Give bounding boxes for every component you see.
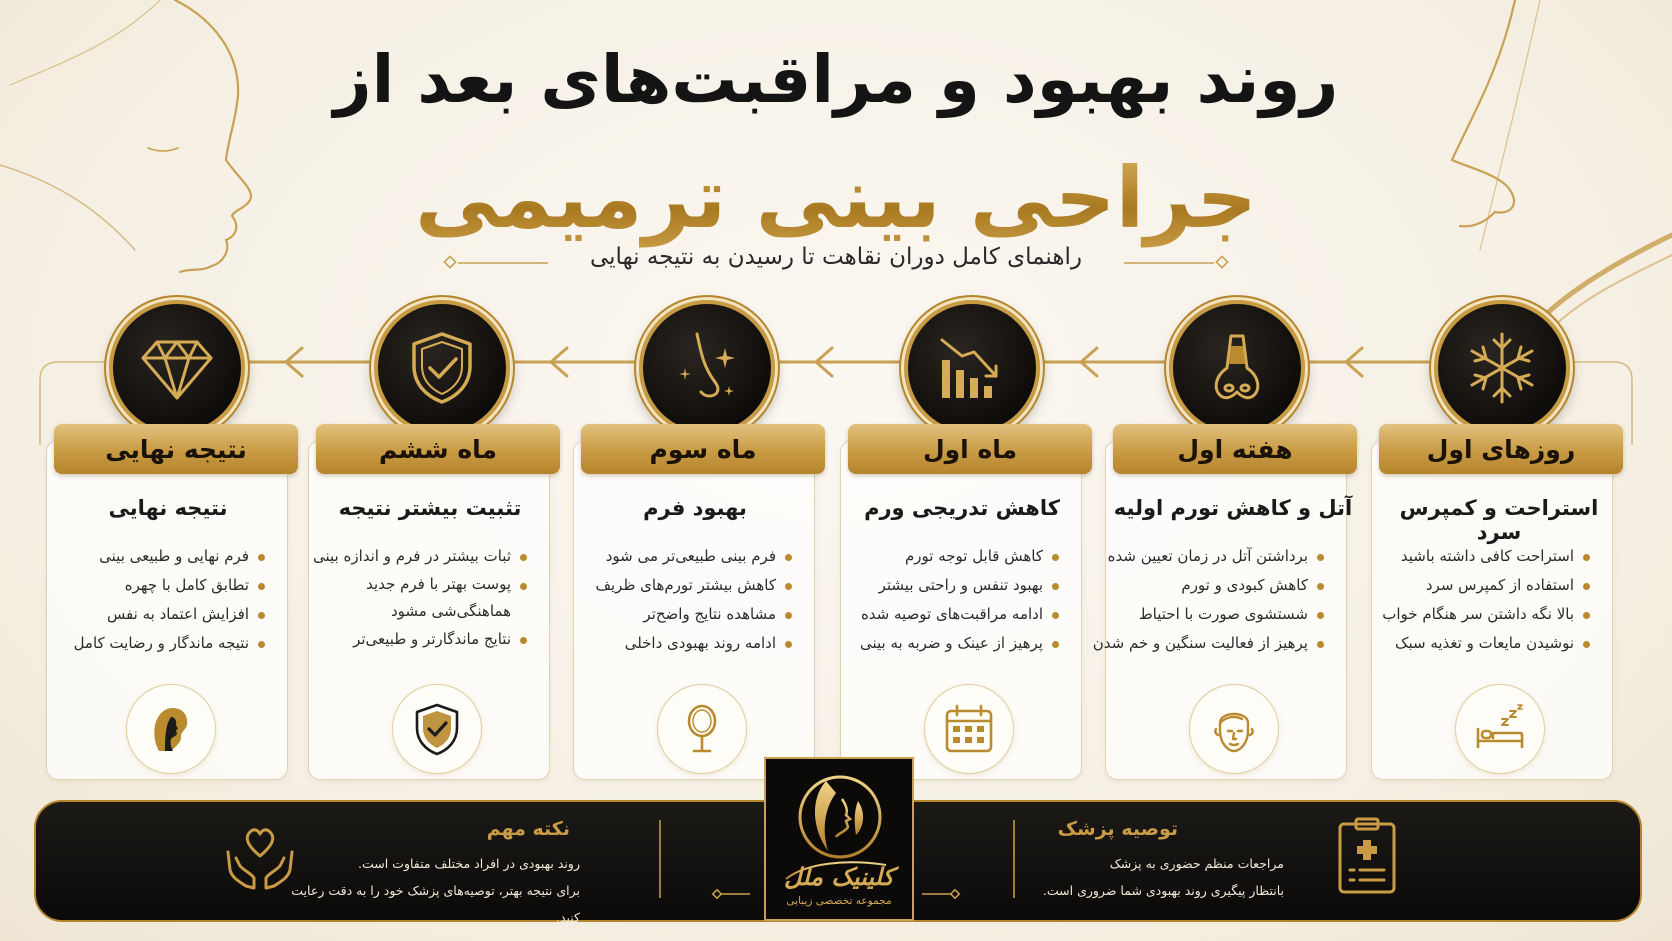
stage-3-list [845, 542, 1059, 658]
stage-2-list [1092, 542, 1324, 658]
clinic-logo [764, 757, 914, 921]
page-title-line1: روند بهبود و مراقبت‌های بعد از [333, 41, 1339, 118]
clipboard-icon [1336, 816, 1398, 896]
list-item: پرهیز از فعالیت سنگین و خم شدن [1110, 629, 1324, 658]
stage-6-list [51, 542, 265, 658]
list-item: نتایج ماندگارتر و طبیعی‌تر [313, 625, 527, 654]
heart-hands-icon [222, 816, 298, 896]
doctor-advice-text [1010, 850, 1284, 904]
stage-1-list [1376, 542, 1590, 658]
stage-2-nose-splint-icon [1169, 300, 1305, 436]
list-item: پوست بهتر با فرم جدید هماهنگی‌شی مشود [313, 571, 527, 625]
doctor-advice-line: مراجعات منظم حضوری به پزشک [1109, 856, 1284, 871]
list-item: ادامه مراقبت‌های توصیه شده [845, 600, 1059, 629]
list-item: مشاهده نتایج واضح‌تر [578, 600, 792, 629]
stage-6-label: نتیجه نهایی [54, 424, 298, 474]
stage-5-list [313, 542, 527, 654]
list-item: کاهش بیشتر تورم‌های ظریف [578, 571, 792, 600]
stage-3-label: ماه اول [848, 424, 1092, 474]
list-item: بهبود تنفس و راحتی بیشتر [845, 571, 1059, 600]
stage-5-title: تثبیت بیشتر نتیجه [338, 496, 522, 520]
list-item: برداشتن آتل در زمان تعیین شده [1110, 542, 1324, 571]
list-item: فرم بینی طبیعی‌تر می شود [578, 542, 792, 571]
list-item: افزایش اعتماد به نفس [51, 600, 265, 629]
doctor-advice-title: توصیه پزشک [1057, 818, 1178, 840]
shield-check-icon [392, 684, 482, 774]
list-item: ادامه روند بهبودی داخلی [578, 629, 792, 658]
important-note-line: روند بهبودی در افراد مختلف متفاوت است. [358, 856, 580, 871]
woman-profile-icon [126, 684, 216, 774]
stage-3-decreasing-chart-icon [904, 300, 1040, 436]
stage-6-diamond-icon [109, 300, 245, 436]
stage-4-list [578, 542, 792, 658]
face-bandage-icon [1189, 684, 1279, 774]
clinic-logo-name: کلینیک ملل [784, 863, 894, 891]
stage-1-title: استراحت و کمپرس سرد [1399, 496, 1599, 544]
hand-mirror-icon [657, 684, 747, 774]
stage-4-title: بهبود فرم [643, 496, 747, 520]
stage-5-shield-check-icon [374, 300, 510, 436]
list-item: بالا نگه داشتن سر هنگام خواب [1376, 600, 1590, 629]
list-item: پرهیز از عینک و ضربه به بینی [845, 629, 1059, 658]
page-subtitle: راهنمای کامل دوران نقاهت تا رسیدن به نتیجه نهایی [589, 244, 1083, 270]
important-note-line: برای نتیجه بهتر، توصیه‌های پزشک خود را به دقت رعایت کنید. [291, 883, 580, 925]
important-note-title: نکته مهم [486, 818, 570, 840]
sleeping-bed-icon [1455, 684, 1545, 774]
list-item: استراحت کافی داشته باشید [1376, 542, 1590, 571]
list-item: شستشوی صورت با احتیاط [1110, 600, 1324, 629]
doctor-advice-line: بانتظار پیگیری روند بهبودی شما ضروری است. [1042, 883, 1284, 898]
stage-6-title: نتیجه نهایی [108, 496, 228, 520]
list-item: کاهش کبودی و تورم [1110, 571, 1324, 600]
stage-1-label: روزهای اول [1379, 424, 1623, 474]
clinic-logo-tagline: مجموعه تخصصی زیبایی [786, 895, 892, 907]
list-item: نوشیدن مایعات و تغذیه سبک [1376, 629, 1590, 658]
stage-5-label: ماه ششم [316, 424, 560, 474]
list-item: تطابق کامل با چهره [51, 571, 265, 600]
list-item: استفاده از کمپرس سرد [1376, 571, 1590, 600]
page-title-line2: جراحی بینی ترمیمی [300, 148, 1372, 249]
stage-2-title: آتل و کاهش تورم اولیه [1113, 496, 1353, 520]
calendar-icon [924, 684, 1014, 774]
important-note-text [290, 850, 580, 931]
list-item: ثبات بیشتر در فرم و اندازه بینی [313, 542, 527, 571]
stage-3-title: کاهش تدریجی ورم [864, 496, 1060, 520]
face-profile-line-left [175, 0, 251, 272]
stage-2-label: هفته اول [1113, 424, 1357, 474]
stage-4-nose-sparkle-icon [639, 300, 775, 436]
nose-profile-line-right [1452, 0, 1515, 226]
stage-4-label: ماه سوم [581, 424, 825, 474]
list-item: فرم نهایی و طبیعی بینی [51, 542, 265, 571]
stage-1-snowflake-icon [1434, 300, 1570, 436]
list-item: نتیجه ماندگار و رضایت کامل [51, 629, 265, 658]
list-item: کاهش قابل توجه تورم [845, 542, 1059, 571]
